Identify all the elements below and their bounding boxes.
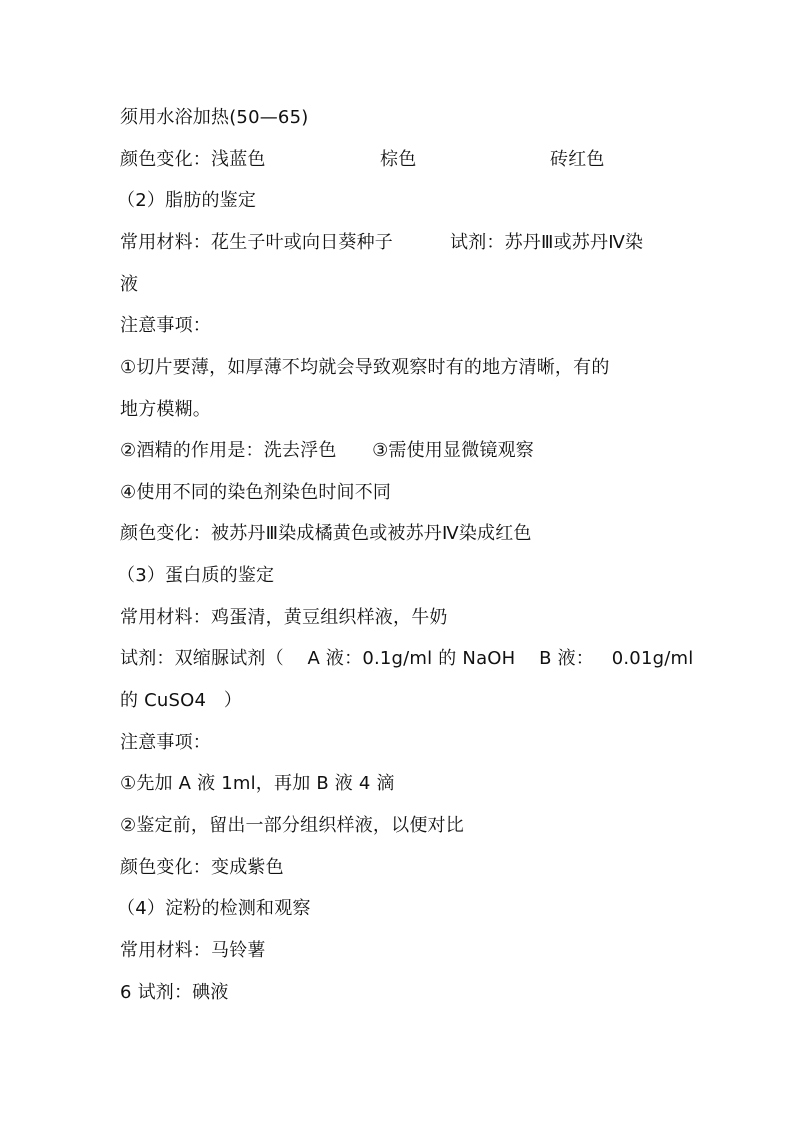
section-2-heading: （2）脂肪的鉴定	[117, 190, 257, 211]
reagent-2-text: 试剂：苏丹Ⅲ或苏丹Ⅳ染	[450, 232, 644, 253]
materials-2-continuation: 液	[120, 274, 139, 295]
water-bath-line: 须用水浴加热(50—65)	[120, 107, 309, 128]
note-2-2-line: ②酒精的作用是：洗去浮色 ③需使用显微镜观察	[120, 440, 535, 461]
color-change-line-3: 颜色变化：变成紫色	[120, 857, 284, 878]
materials-3-line: 常用材料：鸡蛋清，黄豆组织样液，牛奶	[120, 607, 448, 628]
color-change-1-mid: 棕色	[380, 149, 417, 170]
section-3-heading: （3）蛋白质的鉴定	[117, 565, 275, 586]
note-3-1-line: ①先加 A 液 1ml，再加 B 液 4 滴	[120, 773, 395, 794]
color-change-1-label: 颜色变化：浅蓝色	[120, 149, 266, 170]
note-2-1-line-a: ①切片要薄，如厚薄不均就会导致观察时有的地方清晰，有的	[120, 357, 610, 378]
color-change-1-end: 砖红色	[550, 149, 605, 170]
note-2-1-line-b: 地方模糊。	[120, 399, 211, 420]
reagent-3-line-a: 试剂：双缩脲试剂（ A 液：0.1g/ml 的 NaOH B 液： 0.01g/ml	[120, 648, 694, 669]
color-change-line-2: 颜色变化：被苏丹Ⅲ染成橘黄色或被苏丹Ⅳ染成红色	[120, 523, 532, 544]
note-3-2-line: ②鉴定前，留出一部分组织样液，以便对比	[120, 815, 464, 836]
note-2-4-line: ④使用不同的染色剂染色时间不同	[120, 482, 392, 503]
reagent-3-line-b: 的 CuSO4 ）	[120, 690, 243, 711]
materials-4-line: 常用材料：马铃薯	[120, 940, 266, 961]
materials-2-text: 常用材料：花生子叶或向日葵种子	[120, 232, 393, 253]
notes-2-heading: 注意事项：	[120, 315, 211, 336]
notes-3-heading: 注意事项：	[120, 732, 211, 753]
reagent-4-line: 6 试剂：碘液	[120, 982, 229, 1003]
section-4-heading: （4）淀粉的检测和观察	[117, 898, 311, 919]
